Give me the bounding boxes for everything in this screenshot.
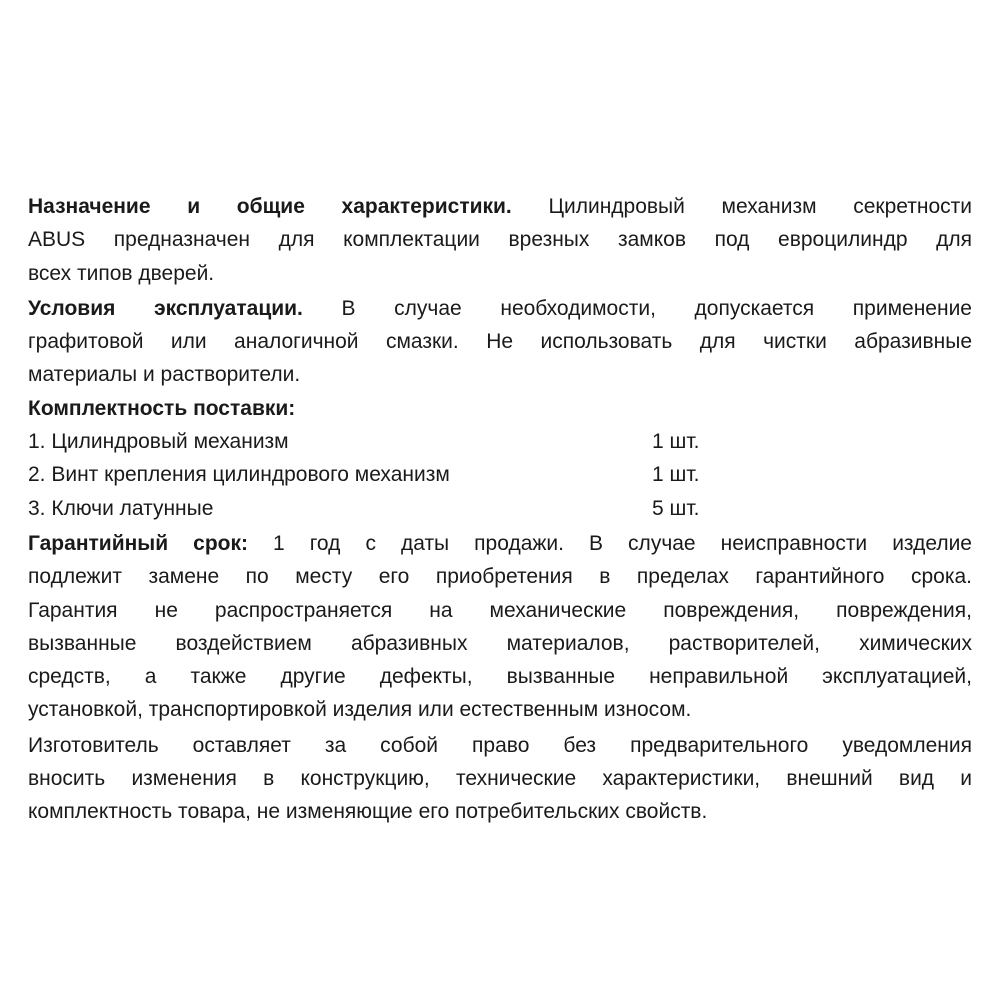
- text-line: всех типов дверей.: [28, 261, 215, 285]
- contents-section: [28, 392, 972, 525]
- text-line: вносить изменения в конструкцию, технические характеристики, внешний вид и: [28, 767, 972, 791]
- quantity: 1 шт.: [652, 463, 700, 487]
- list-item: 3. Ключи латунные 5 шт.: [28, 492, 972, 525]
- list-item: 1. Цилиндровый механизм 1 шт.: [28, 425, 972, 458]
- text-line: Гарантия не распространяется на механические повреждения, повреждения,: [28, 598, 972, 622]
- text-line: средств, а также другие дефекты, вызванные неправильной эксплуатацией,: [28, 665, 972, 689]
- section-heading: Назначение и общие характеристики.: [28, 195, 512, 218]
- text-line: Гарантийный срок: 1 год с даты продажи. В случае неисправности изделие: [28, 531, 972, 555]
- usage-section: [28, 292, 972, 392]
- warranty-section: [28, 527, 972, 727]
- quantity: 5 шт.: [652, 496, 700, 520]
- text-line: материалы и растворители.: [28, 363, 301, 387]
- text-line: вызванные воздействием абразивных материалов, растворителей, химических: [28, 631, 972, 655]
- section-heading: Условия эксплуатации.: [28, 296, 303, 320]
- text-line: Изготовитель оставляет за собой право без предварительного уведомления: [28, 733, 972, 757]
- notice-section: [28, 729, 972, 829]
- text-line: графитовой или аналогичной смазки. Не использовать для чистки абразивные: [28, 330, 972, 354]
- section-heading: Комплектность поставки:: [28, 396, 296, 420]
- document-body: [28, 190, 972, 829]
- section-heading: Гарантийный срок:: [28, 531, 248, 555]
- purpose-section: [28, 190, 972, 290]
- text-line: ABUS предназначен для комплектации врезных замков под евроцилиндр для: [28, 228, 972, 252]
- text-line: установкой, транспортировкой изделия или естественным износом.: [28, 698, 692, 722]
- quantity: 1 шт.: [652, 430, 700, 454]
- text-line: Условия эксплуатации. В случае необходимости, допускается применение: [28, 296, 972, 320]
- text-line: комплектность товара, не изменяющие его потребительских свойств.: [28, 800, 708, 824]
- list-item: 2. Винт крепления цилиндрового механизм 1 шт.: [28, 458, 972, 491]
- text-line: Назначение и общие характеристики. Цилиндровый механизм секретности: [28, 195, 972, 218]
- text-line: подлежит замене по месту его приобретения в пределах гарантийного срока.: [28, 565, 972, 589]
